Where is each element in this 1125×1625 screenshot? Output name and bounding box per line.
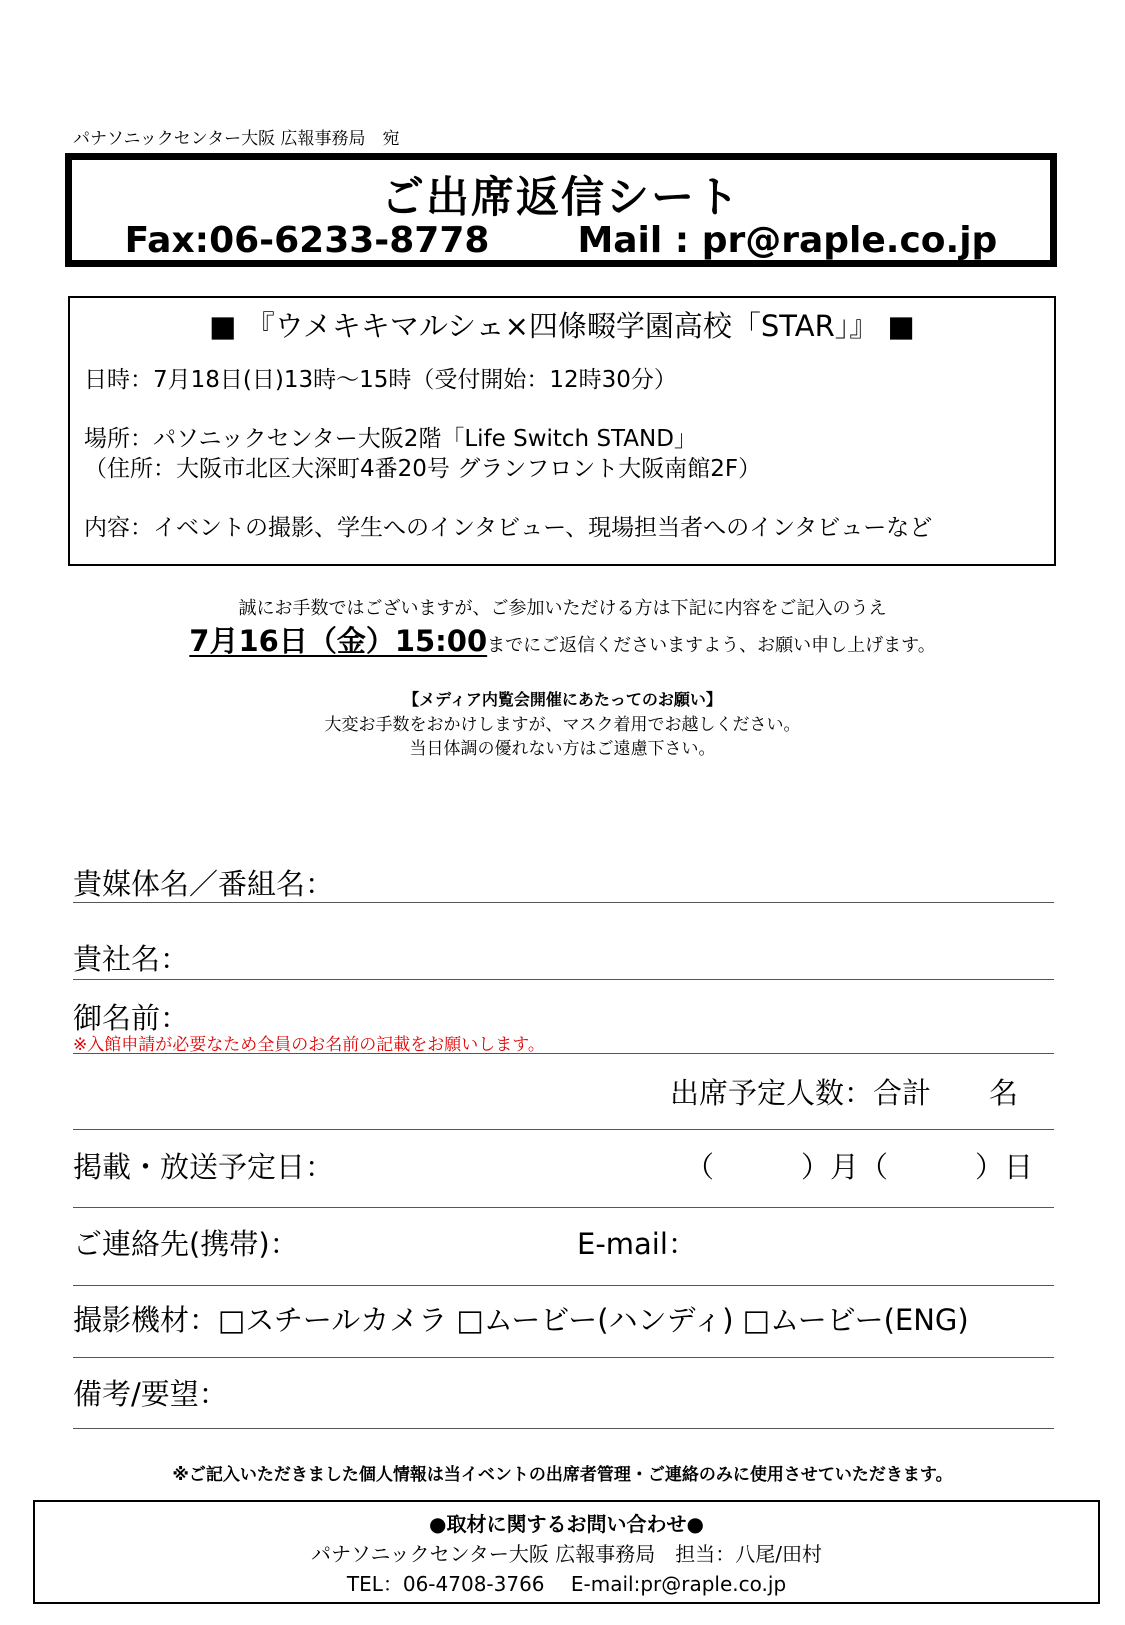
- publish-date-label: 掲載・放送予定日：: [73, 1150, 335, 1184]
- name-note: ※入館申請が必要なため全員のお名前の記載をお願いします。: [73, 1035, 545, 1055]
- equipment-label: 撮影機材：□スチールカメラ □ムービー(ハンディ) □ムービー(ENG): [73, 1303, 969, 1337]
- event-place: 場所：パソニックセンター大阪2階「Life Switch STAND」: [84, 426, 697, 452]
- company-label: 貴社名：: [73, 942, 190, 976]
- media-name-label: 貴媒体名／番組名：: [73, 867, 335, 901]
- equipment-line[interactable]: [73, 1357, 1054, 1358]
- mail-address: Mail : pr@raple.co.jp: [577, 220, 998, 261]
- phone-label: ご連絡先(携帯)：: [73, 1227, 299, 1261]
- request-line-2-rest: までにご返信くださいますよう、お願い申し上げます。: [487, 635, 936, 656]
- notice-line-2: 当日体調の優れない方はご遠慮下さい。: [409, 739, 716, 759]
- email-label: E-mail：: [577, 1227, 697, 1261]
- event-info-box: [68, 296, 1056, 566]
- event-datetime: 日時：7月18日(日)13時～15時（受付開始：12時30分）: [84, 367, 677, 393]
- privacy-note: ※ご記入いただきました個人情報は当イベントの出席者管理・ご連絡のみに使用させていただきます。: [172, 1465, 953, 1485]
- contact-tel-mail: TEL：06-4708-3766 E-mail:pr@raple.co.jp: [346, 1572, 787, 1596]
- addressee: パナソニックセンター大阪 広報事務局 宛: [73, 129, 400, 149]
- contact-box: [33, 1500, 1100, 1604]
- reply-deadline: 7月16日（金）15:00: [189, 624, 488, 658]
- attendees-line[interactable]: [73, 1129, 1054, 1130]
- publish-date-line[interactable]: [73, 1207, 1054, 1208]
- request-line-2: [0, 619, 1125, 660]
- remarks-label: 備考/要望：: [73, 1377, 228, 1411]
- event-title: ■ 『ウメキキマルシェ×四條畷学園高校「STAR」』 ■: [209, 309, 915, 343]
- attendees-label: 出席予定人数：合計 名: [670, 1076, 1019, 1110]
- request-line-1: 誠にお手数ではございますが、ご参加いただける方は下記に内容をご記入のうえ: [238, 598, 887, 619]
- title-box: [65, 153, 1057, 267]
- contact-heading: ●取材に関するお問い合わせ●: [429, 1512, 704, 1536]
- publish-date-fill: （ ）月（ ）日: [685, 1150, 1034, 1184]
- fax-number: Fax:06-6233-8778: [124, 220, 490, 261]
- name-label: 御名前：: [73, 1001, 190, 1035]
- event-address: （住所：大阪市北区大深町4番20号 グランフロント大阪南館2F）: [84, 456, 762, 482]
- event-content: 内容：イベントの撮影、学生へのインタビュー、現場担当者へのインタビューなど: [84, 515, 933, 541]
- company-line[interactable]: [73, 979, 1054, 980]
- name-line[interactable]: [73, 1053, 1054, 1054]
- notice-heading: 【メディア内覧会開催にあたってのお願い】: [403, 690, 722, 709]
- media-name-line[interactable]: [73, 902, 1054, 903]
- notice-line-1: 大変お手数をおかけしますが、マスク着用でお越しください。: [324, 715, 801, 735]
- contact-office: パナソニックセンター大阪 広報事務局 担当：八尾/田村: [311, 1542, 822, 1566]
- phone-email-line[interactable]: [73, 1285, 1054, 1286]
- remarks-line[interactable]: [73, 1428, 1054, 1429]
- title-contact-line: [72, 220, 1050, 261]
- sheet-title: ご出席返信シート: [381, 173, 741, 223]
